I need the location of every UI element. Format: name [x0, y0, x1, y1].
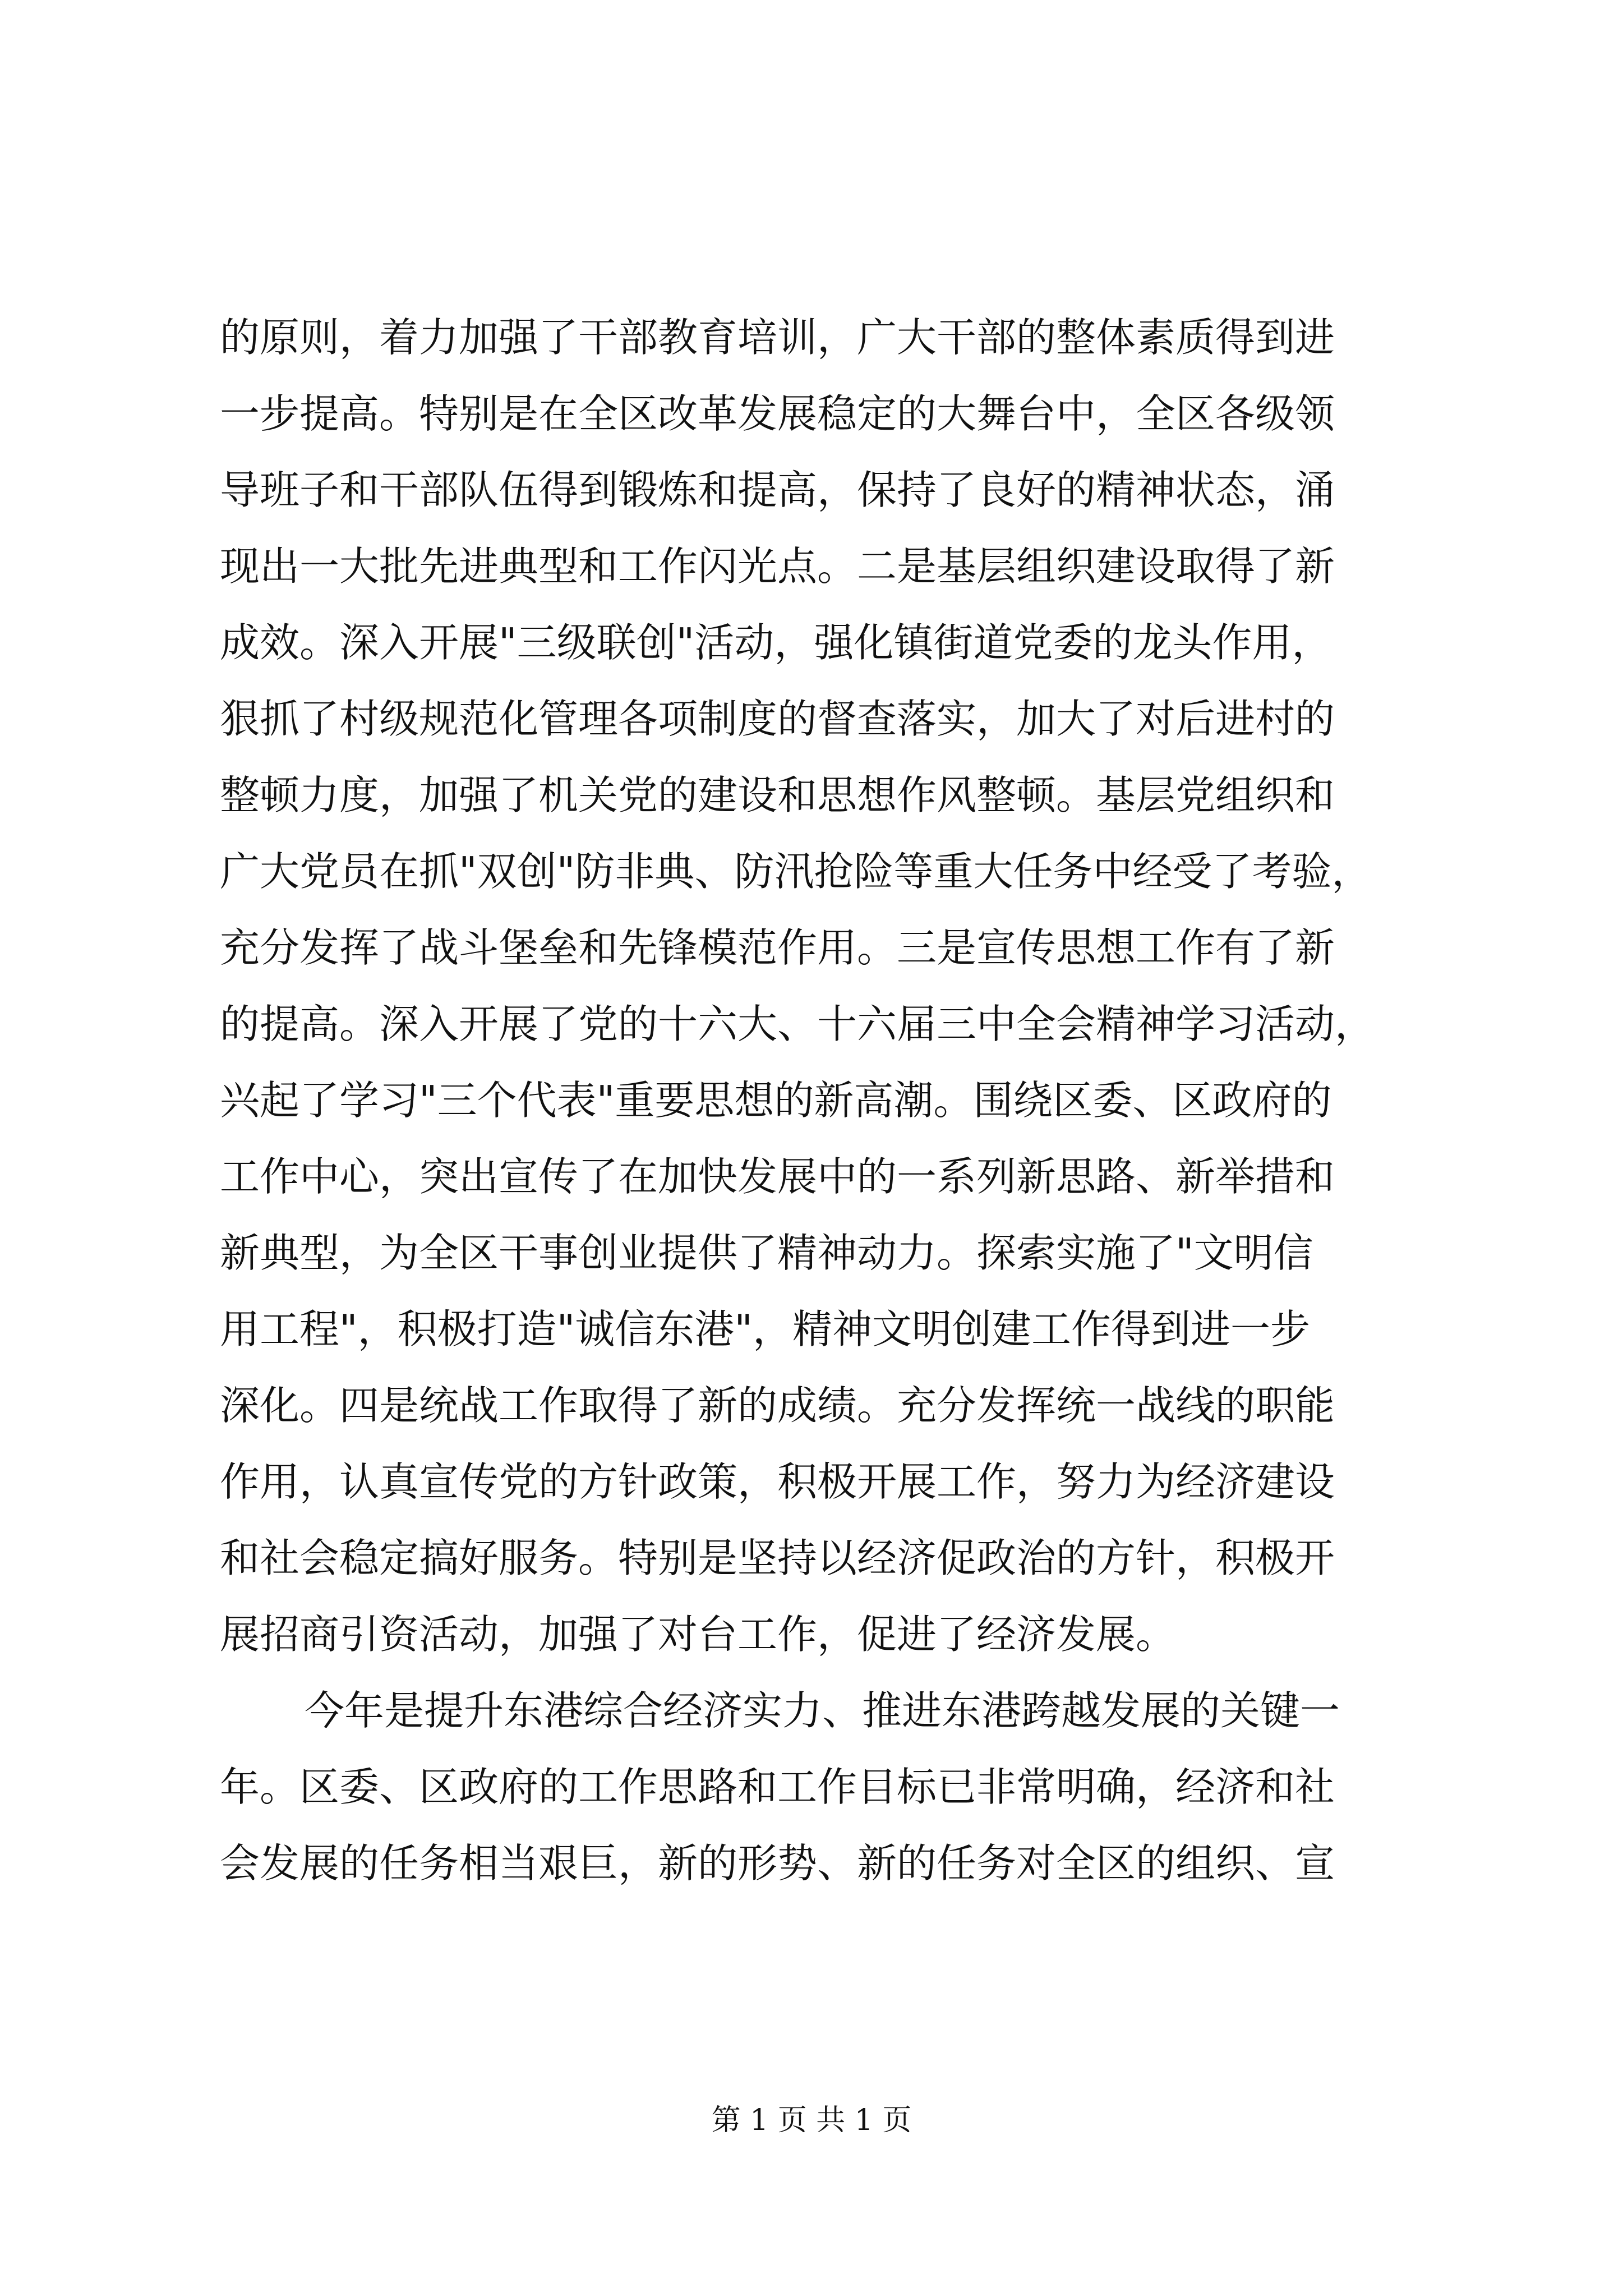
body-text-line: 现出一大批先进典型和工作闪光点。二是基层组织建设取得了新	[220, 543, 1335, 590]
body-text-line: 的提高。深入开展了党的十六大、十六届三中全会精神学习活动，	[220, 1001, 1375, 1047]
body-text-line: 展招商引资活动，加强了对台工作，促进了经济发展。	[220, 1611, 1176, 1658]
body-text-line: 一步提高。特别是在全区改革发展稳定的大舞台中，全区各级领	[220, 390, 1335, 437]
body-text-line: 新典型，为全区干事创业提供了精神动力。探索实施了"文明信	[220, 1230, 1313, 1276]
body-text-line: 充分发挥了战斗堡垒和先锋模范作用。三是宣传思想工作有了新	[220, 924, 1335, 971]
body-text-line: 整顿力度，加强了机关党的建设和思想作风整顿。基层党组织和	[220, 772, 1335, 818]
body-text-line: 作用，认真宣传党的方针政策，积极开展工作，努力为经济建设	[220, 1458, 1335, 1505]
body-text-line: 广大党员在抓"双创"防非典、防汛抢险等重大任务中经受了考验，	[220, 848, 1372, 895]
body-text-line: 兴起了学习"三个代表"重要思想的新高潮。围绕区委、区政府的	[220, 1077, 1332, 1124]
body-text-line: 和社会稳定搞好服务。特别是坚持以经济促政治的方针，积极开	[220, 1535, 1335, 1581]
body-text-line: 会发展的任务相当艰巨，新的形势、新的任务对全区的组织、宣	[220, 1840, 1335, 1887]
body-text-line: 工作中心，突出宣传了在加快发展中的一系列新思路、新举措和	[220, 1153, 1335, 1200]
body-text-line: 年。区委、区政府的工作思路和工作目标已非常明确，经济和社	[220, 1764, 1335, 1810]
body-text-line: 用工程"，积极打造"诚信东港"，精神文明创建工作得到进一步	[220, 1306, 1310, 1352]
body-text-line: 的原则，着力加强了干部教育培训，广大干部的整体素质得到进	[220, 314, 1335, 361]
body-text-line: 导班子和干部队伍得到锻炼和提高，保持了良好的精神状态，涌	[220, 467, 1335, 513]
paragraph-first-line: 今年是提升东港综合经济实力、推进东港跨越发展的关键一	[305, 1687, 1340, 1734]
body-text-line: 深化。四是统战工作取得了新的成绩。充分发挥统一战线的职能	[220, 1382, 1335, 1429]
page-number-footer: 第 1 页 共 1 页	[711, 2104, 912, 2137]
body-text-line: 成效。深入开展"三级联创"活动，强化镇街道党委的龙头作用，	[220, 619, 1332, 666]
body-text-line: 狠抓了村级规范化管理各项制度的督查落实，加大了对后进村的	[220, 696, 1335, 742]
